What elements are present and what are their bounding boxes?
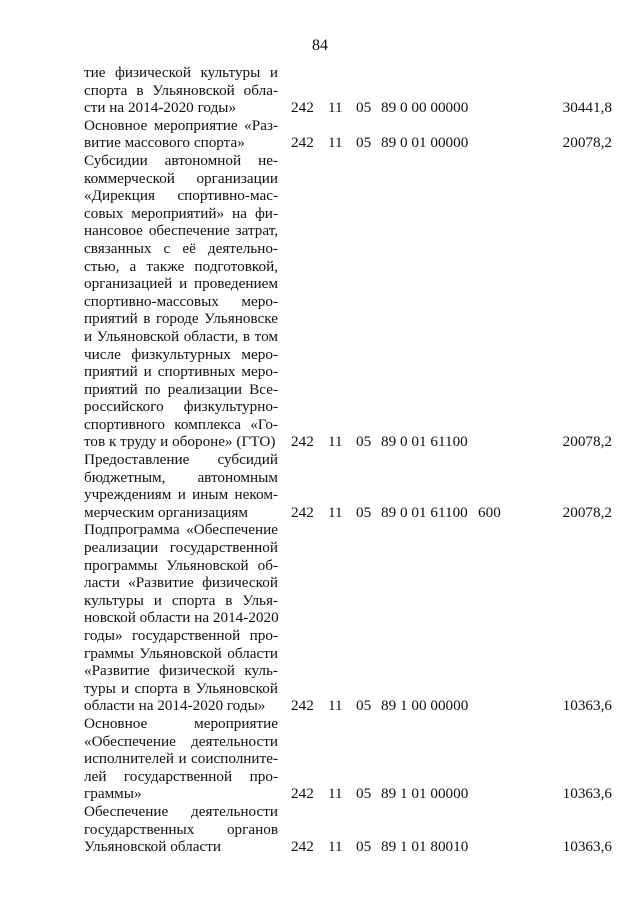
amount-value: 30441,8 — [562, 99, 612, 117]
page-number: 84 — [312, 37, 328, 54]
target-article-code: 89 1 01 80010 — [381, 838, 469, 856]
section-code: 11 — [328, 503, 343, 521]
row-name-line: связанных с её деятельно- — [84, 239, 278, 257]
row-name — [84, 521, 278, 715]
row-codes — [84, 838, 624, 856]
ministry-code: 242 — [291, 697, 314, 715]
row-codes — [84, 785, 624, 803]
row-name-line: исполнителей и соисполните- — [84, 750, 278, 768]
section-code: 11 — [328, 785, 343, 803]
section-code: 11 — [328, 697, 343, 715]
table-row — [84, 117, 624, 152]
row-name — [84, 152, 278, 451]
row-name-line: сти на 2014-2020 годы» — [84, 99, 237, 117]
row-name-line: нансовое обеспечение затрат, — [84, 222, 278, 240]
row-codes — [84, 697, 624, 715]
table-row — [84, 715, 624, 803]
row-name-line: граммы Ульяновской области — [84, 644, 278, 662]
row-name-line: спортивно-массовых меро- — [84, 292, 278, 310]
table-row — [84, 451, 624, 521]
row-name-line: Субсидии автономной не- — [84, 151, 278, 169]
row-name-line: спорта в Ульяновской обла- — [84, 81, 278, 99]
row-name-line: «Обеспечение деятельности — [84, 732, 278, 750]
row-name-line: мерческим организациям — [84, 503, 248, 521]
row-name-line: граммы» — [84, 785, 142, 803]
row-name-line: Основное мероприятие «Раз- — [84, 116, 278, 134]
table-row — [84, 521, 624, 715]
amount-value: 10363,6 — [562, 697, 612, 715]
row-name-line: бюджетным, автономным — [84, 468, 278, 486]
ministry-code: 242 — [291, 838, 314, 856]
ministry-code: 242 — [291, 134, 314, 152]
row-codes — [84, 504, 624, 522]
section-code: 11 — [328, 134, 343, 152]
section-code: 11 — [328, 99, 343, 117]
row-name-line: приятий и спортивных меро- — [84, 363, 278, 381]
row-name-line: и Ульяновской области, в том — [84, 327, 278, 345]
budget-table — [84, 64, 624, 856]
ministry-code: 242 — [291, 99, 314, 117]
row-codes — [84, 433, 624, 451]
row-name-line: тие физической культуры и — [84, 64, 278, 81]
row-name-line: учреждениям и иным неком- — [84, 486, 278, 504]
ministry-code: 242 — [291, 503, 314, 521]
row-name-line: «Развитие физической куль- — [84, 662, 278, 680]
row-name-line: новской области на 2014-2020 — [84, 609, 279, 627]
row-name-line: совых мероприятий» на фи- — [84, 204, 278, 222]
target-article-code: 89 0 01 61100 — [381, 433, 468, 451]
target-article-code: 89 0 01 00000 — [381, 134, 469, 152]
amount-value: 20078,2 — [562, 134, 612, 152]
row-name-line: витие массового спорта» — [84, 134, 245, 152]
row-name-line: числе физкультурных меро- — [84, 345, 278, 363]
row-name-line: Ульяновской области — [84, 838, 221, 856]
amount-value: 10363,6 — [562, 785, 612, 803]
row-name-line: Обеспечение деятельности — [84, 802, 278, 820]
row-name-line: программы Ульяновской об- — [84, 556, 278, 574]
row-name-line: тов к труду и обороне» (ГТО) — [84, 433, 276, 451]
row-name-line: государственных органов — [84, 820, 278, 838]
row-name-line: российского физкультурно- — [84, 398, 278, 416]
table-row — [84, 803, 624, 856]
ministry-code: 242 — [291, 433, 314, 451]
row-name-line: Предоставление субсидий — [84, 451, 278, 469]
amount-value: 20078,2 — [562, 433, 612, 451]
expense-type-code: 600 — [478, 503, 501, 521]
ministry-code: 242 — [291, 785, 314, 803]
amount-value: 10363,6 — [562, 838, 612, 856]
amount-value: 20078,2 — [562, 503, 612, 521]
row-name-line: годы» государственной про- — [84, 627, 278, 644]
subsection-code: 05 — [356, 433, 372, 451]
subsection-code: 05 — [356, 503, 372, 521]
row-name-line: приятий в городе Ульяновске — [84, 310, 278, 328]
row-name-line: стью, а также подготовкой, — [84, 257, 278, 275]
target-article-code: 89 0 01 61100 — [381, 503, 468, 521]
row-name-line: Основное мероприятие — [84, 714, 278, 732]
table-row — [84, 152, 624, 451]
row-name-line: приятий по реализации Все- — [84, 380, 278, 398]
target-article-code: 89 1 00 00000 — [381, 697, 469, 715]
section-code: 11 — [328, 838, 343, 856]
row-name-line: реализации государственной — [84, 539, 278, 557]
row-name-line: туры и спорта в Ульяновской — [84, 679, 278, 697]
row-name-line: лей государственной про- — [84, 767, 278, 785]
subsection-code: 05 — [356, 134, 372, 152]
section-code: 11 — [328, 433, 343, 451]
target-article-code: 89 1 01 00000 — [381, 785, 469, 803]
row-name-line: спортивного комплекса «Го- — [84, 415, 278, 433]
row-name-line: организацией и проведением — [84, 275, 278, 293]
subsection-code: 05 — [356, 838, 372, 856]
row-name-line: области на 2014-2020 годы» — [84, 697, 266, 715]
target-article-code: 89 0 00 00000 — [381, 99, 469, 117]
row-name-line: ласти «Развитие физической — [84, 574, 278, 592]
subsection-code: 05 — [356, 785, 372, 803]
row-name-line: Подпрограмма «Обеспечение — [84, 521, 278, 539]
subsection-code: 05 — [356, 99, 372, 117]
row-name-line: культуры и спорта в Улья- — [84, 591, 278, 609]
row-name-line: коммерческой организации — [84, 169, 278, 187]
subsection-code: 05 — [356, 697, 372, 715]
row-name-line: «Дирекция спортивно-мас- — [84, 187, 278, 205]
table-row — [84, 64, 624, 117]
row-codes — [84, 134, 624, 152]
row-codes — [84, 99, 624, 117]
